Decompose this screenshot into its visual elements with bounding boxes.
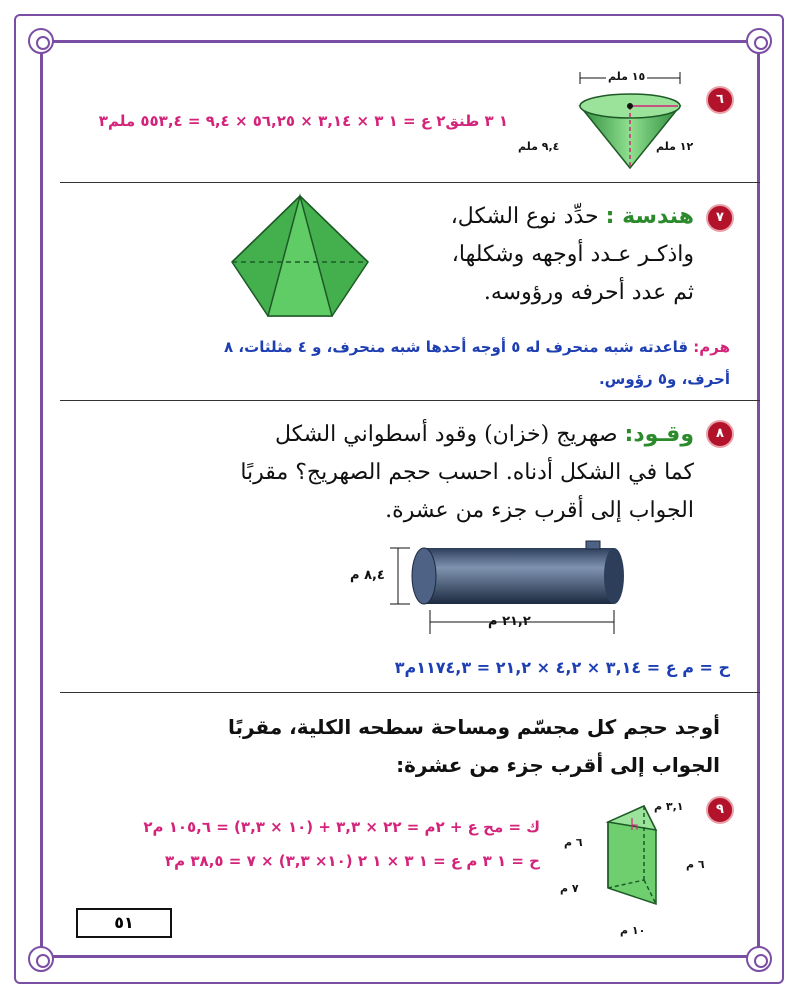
divider-2: [60, 400, 760, 401]
section-instruction-line-1: أوجد حجم كل مجسّم ومساحة سطحه الكلية، مقربًا: [227, 715, 720, 739]
exercise-8-line-1: [220, 416, 694, 454]
tank-length-label: ٢١,٢ م: [488, 614, 531, 629]
prism-dim-b: ٦ م: [564, 836, 583, 849]
exercise-7-text-1: حدِّد نوع الشكل،: [450, 204, 599, 229]
section-instruction-line-2: الجواب إلى أقرب جزء من عشرة:: [396, 753, 720, 777]
corner-ornament-bottom-left: [28, 946, 54, 972]
exercise-8-line-3: الجواب إلى أقرب جزء من عشرة.: [385, 498, 694, 523]
triangular-prism-figure: [584, 800, 690, 922]
exercise-9-answer-line-2: ح = ١ ٣ م ع = ١ ٣ × ١ ٢ (١٠× ٣,٣) × ٧ = ٣٨,٥ م٣: [165, 852, 540, 870]
exercise-7-answer-label: هرم:: [693, 338, 730, 356]
divider-1: [60, 182, 760, 183]
exercise-7-keyword: هندسة :: [605, 204, 694, 229]
exercise-7-line-1: [380, 198, 694, 236]
exercise-8-number: ٨: [706, 420, 734, 448]
divider-3: [60, 692, 760, 693]
exercise-7-line-3: ثم عدد أحرفه ورؤوسه.: [483, 280, 694, 305]
exercise-8-answer: ح = م ع = ٣,١٤ × ٤,٢ × ٢١,٢ = ١١٧٤,٣م٣: [394, 658, 730, 677]
cone-slant-label: ١٢ ملم: [656, 140, 694, 153]
prism-dim-c: ٦ م: [686, 858, 705, 871]
exercise-9-number: ٩: [706, 796, 734, 824]
corner-ornament-top-right: [746, 28, 772, 54]
cone-diameter-label: ١٥ ملم: [608, 70, 646, 83]
prism-dim-e: ١٠ م: [620, 924, 646, 937]
exercise-7-number: ٧: [706, 204, 734, 232]
exercise-9-answer-line-1: ك = مح ع + ٢م = ٢٢ × ٣,٣ + (١٠ × ٣,٣) = ١٠٥,٦ م٢: [143, 818, 540, 836]
pyramid-figure: [228, 192, 374, 322]
exercise-6-number: ٦: [706, 86, 734, 114]
corner-ornament-bottom-right: [746, 946, 772, 972]
prism-dim-a: ٣,١ م: [654, 800, 684, 813]
exercise-8-text-1: صهريج (خزان) وقود أسطواني الشكل: [275, 422, 618, 447]
exercise-7-answer-line-2: أحرف، و٥ رؤوس.: [598, 370, 730, 388]
cone-height-label: ٩,٤ ملم: [518, 140, 560, 153]
exercise-6-answer: ١ ٣ طنق٢ ع = ١ ٣ × ٣,١٤ × ٥٦,٢٥ × ٩,٤ = ٥٥٣,٤ ملم٣: [98, 112, 508, 130]
exercise-8-line-2: كما في الشكل أدناه. احسب حجم الصهريج؟ مقربًا: [240, 460, 694, 485]
corner-ornament-top-left: [28, 28, 54, 54]
prism-dim-d: ٧ م: [560, 882, 579, 895]
exercise-7-answer-text-1: قاعدته شبه منحرف له ٥ أوجه أحدها شبه منحرف، و ٤ مثلثات، ٨: [224, 338, 689, 356]
tank-diameter-label: ٨,٤ م: [350, 568, 385, 583]
exercise-8-keyword: وقـود:: [624, 422, 694, 447]
page-number: ٥١: [76, 908, 172, 938]
exercise-7-answer-line-1: [92, 338, 730, 356]
exercise-7-line-2: واذكـر عـدد أوجهه وشكلها،: [451, 242, 694, 267]
